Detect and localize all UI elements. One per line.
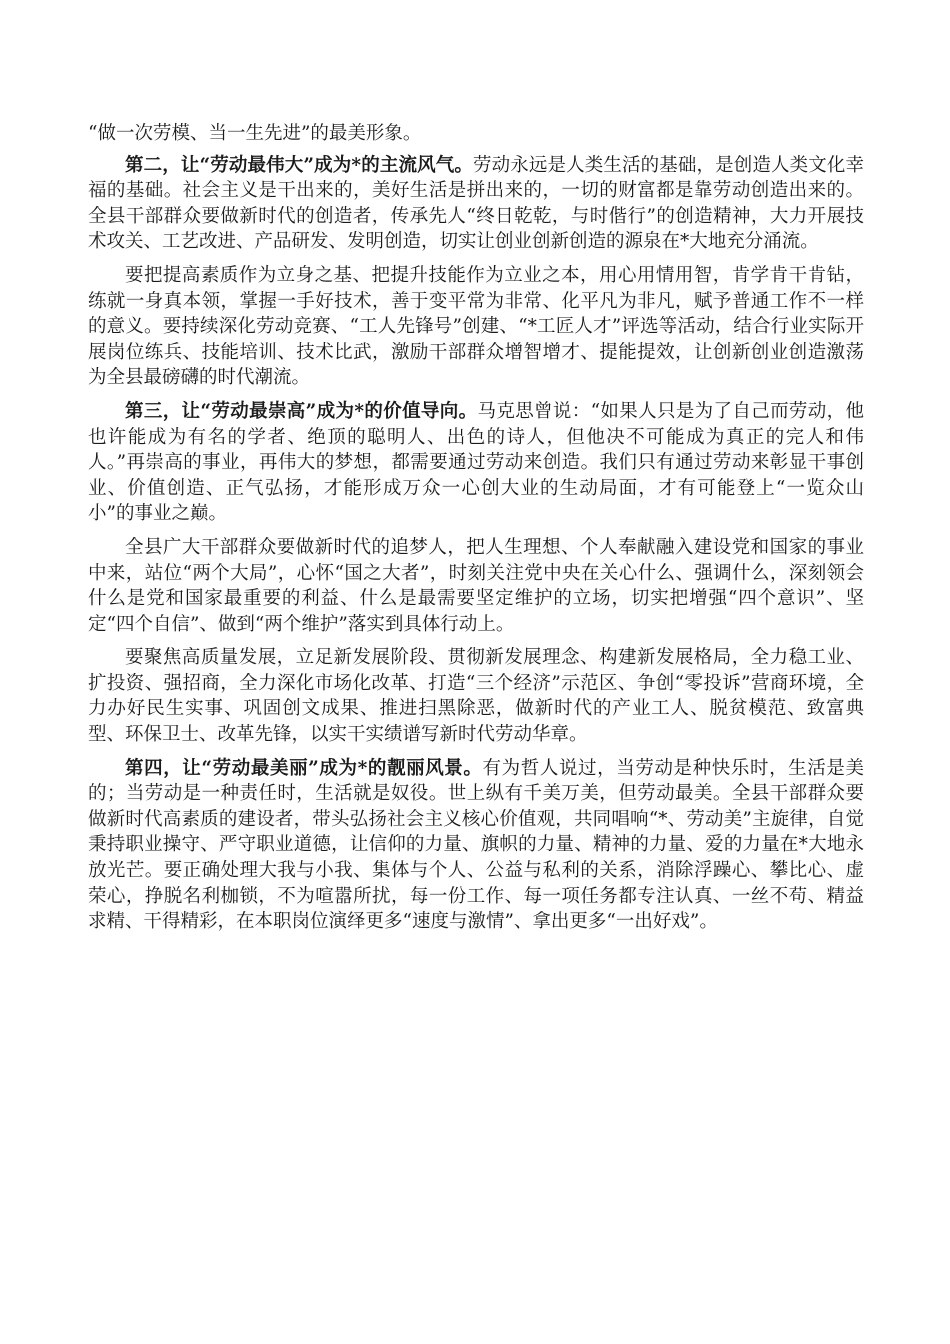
paragraph-text: 劳动永远是人类生活的基础，是创造人类文化幸福的基础。社会主义是干出来的，美好生活是拼出来的，一切的财富都是靠劳动创造出来的。全县干部群众要做新时代的创造者，传承先人“终日乾乾，与时偕行”的创造精神，大力开展技术攻关、工艺改进、产品研发、发明创造，切实让创业创新创造的源泉在*大地充分涌流。 bbox=[88, 154, 864, 253]
paragraph-text: 马克思曾说：“如果人只是为了自己而劳动，他也许能成为有名的学者、绝顶的聪明人、出色的诗人，但他决不可能成为真正的完人和伟人。”再崇高的事业，再伟大的梦想，都需要通过劳动来创造。我们只有通过劳动来彰显干事创业、价值创造、正气弘扬，才能形成万众一心创大业的生动局面，才有可能登上“一览众山小”的事业之巅。 bbox=[88, 400, 864, 525]
paragraph-text: 要聚焦高质量发展，立足新发展阶段、贯彻新发展理念、构建新发展格局，全力稳工业、扩投资、强招商，全力深化市场化改革、打造“三个经济”示范区、争创“零投诉”营商环境，全力办好民生实事、巩固创文成果、推进扫黑除恶，做新时代的产业工人、脱贫模范、致富典型、环保卫士、改革先锋，以实干实绩谱写新时代劳动华章。 bbox=[88, 647, 864, 746]
section-heading: 第三，让“劳动最崇高”成为*的价值导向。 bbox=[125, 400, 478, 422]
paragraph-dreamers bbox=[88, 535, 864, 637]
paragraph-continuation bbox=[88, 121, 864, 147]
section-heading: 第四，让“劳动最美丽”成为*的靓丽风景。 bbox=[125, 757, 483, 779]
document-page bbox=[88, 121, 864, 943]
paragraph-text: “做一次劳模、当一生先进”的最美形象。 bbox=[88, 123, 422, 144]
section-heading: 第二，让“劳动最伟大”成为*的主流风气。 bbox=[125, 154, 473, 176]
paragraph-development bbox=[88, 645, 864, 747]
paragraph-skills bbox=[88, 263, 864, 391]
paragraph-section-two bbox=[88, 153, 864, 255]
paragraph-section-three bbox=[88, 399, 864, 527]
paragraph-section-four bbox=[88, 756, 864, 935]
paragraph-text: 有为哲人说过，当劳动是种快乐时，生活是美的；当劳动是一种责任时，生活就是奴役。世上纵有千美万美，但劳动最美。全县干部群众要做新时代高素质的建设者，带头弘扬社会主义核心价值观，共同唱响“*、劳动美”主旋律，自觉秉持职业操守、严守职业道德，让信仰的力量、旗帜的力量、精神的力量、爱的力量在*大地永放光芒。要正确处理大我与小我、集体与个人、公益与私利的关系，消除浮躁心、攀比心、虚荣心，挣脱名利枷锁，不为喧嚣所扰，每一份工作、每一项任务都专注认真、一丝不苟、精益求精、干得精彩，在本职岗位演绎更多“速度与激情”、拿出更多“一出好戏”。 bbox=[88, 757, 864, 933]
paragraph-text: 要把提高素质作为立身之基、把提升技能作为立业之本，用心用情用智，肯学肯干肯钻，练就一身真本领，掌握一手好技术，善于变平常为非常、化平凡为非凡，赋予普通工作不一样的意义。要持续深化劳动竞赛、“工人先锋号”创建、“*工匠人才”评选等活动，结合行业实际开展岗位练兵、技能培训、技术比武，激励干部群众增智增才、提能提效，让创新创业创造激荡为全县最磅礴的时代潮流。 bbox=[88, 264, 864, 389]
paragraph-text: 全县广大干部群众要做新时代的追梦人，把人生理想、个人奉献融入建设党和国家的事业中来，站位“两个大局”，心怀“国之大者”，时刻关注党中央在关心什么、强调什么，深刻领会什么是党和国家最重要的利益、什么是最需要坚定维护的立场，切实把增强“四个意识”、坚定“四个自信”、做到“两个维护”落实到具体行动上。 bbox=[88, 536, 864, 635]
